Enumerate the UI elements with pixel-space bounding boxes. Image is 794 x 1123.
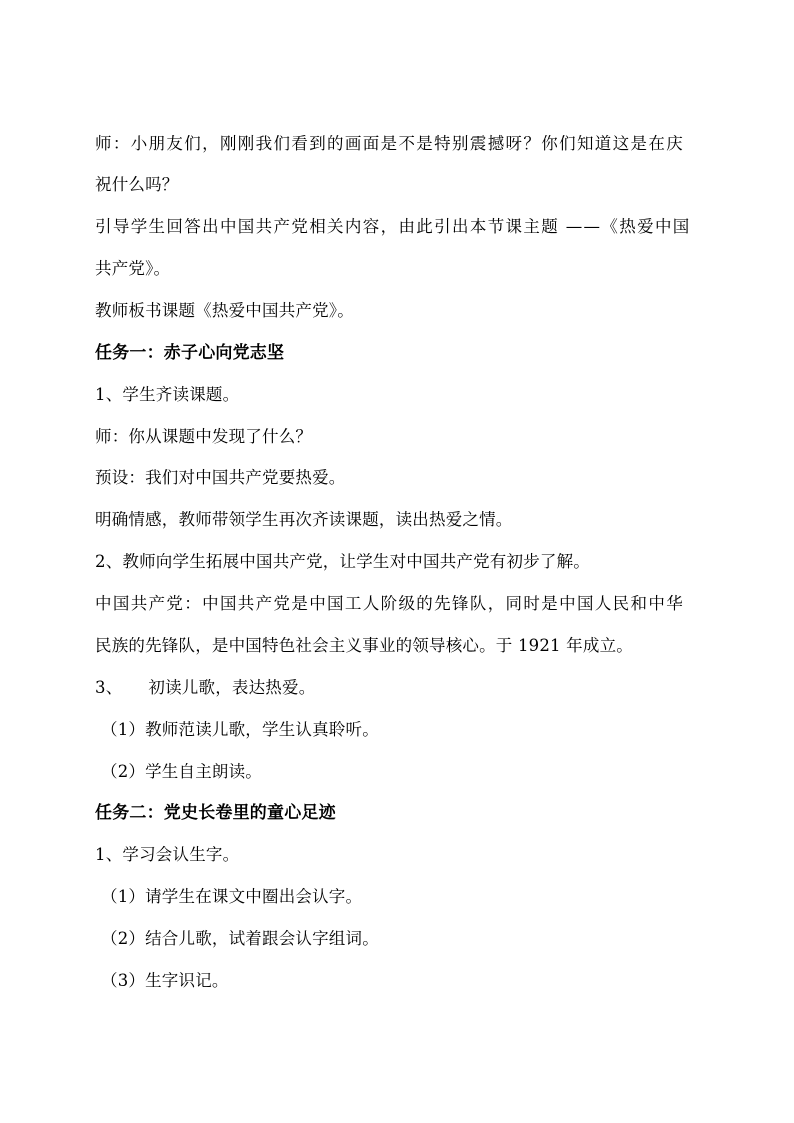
paragraph-party-definition-cont: 民族的先锋队，是中国特色社会主义事业的领导核心。于 1921 年成立。 [95,636,633,655]
dialogue-line-teacher-question-cont: 祝什么吗？ [95,175,179,194]
substep-1-3: （3）生字识记。 [101,971,229,990]
step-2-expand-party: 2、教师向学生拓展中国共产党，让学生对中国共产党有初步了解。 [95,552,590,571]
paragraph-board-title: 教师板书课题《热爱中国共产党》。 [95,301,354,320]
substep-3-2: （2）学生自主朗读。 [101,762,262,781]
step-3-first-read [95,677,315,699]
step-3-text: 初读儿歌，表达热爱。 [148,678,316,697]
paragraph-clarify-emotion: 明确情感，教师带领学生再次齐读课题，读出热爱之情。 [95,510,513,529]
paragraph-guide-students: 引导学生回答出中国共产党相关内容，由此引出本节课主题 ——《热爱中国 [95,217,691,236]
paragraph-party-definition: 中国共产党：中国共产党是中国工人阶级的先锋队，同时是中国人民和中华 [95,594,685,613]
paragraph-guide-students-cont: 共产党》。 [95,259,171,278]
dialogue-line-teacher-question: 师：小朋友们，刚刚我们看到的画面是不是特别震撼呀？你们知道这是在庆 [95,134,685,153]
step-1-read-title: 1、学生齐读课题。 [95,385,240,404]
substep-3-1: （1）教师范读儿歌，学生认真聆听。 [101,720,379,739]
substep-1-2: （2）结合儿歌，试着跟会认字组词。 [101,929,379,948]
dialogue-line-teacher-ask: 师：你从课题中发现了什么？ [95,427,313,446]
substep-1-1: （1）请学生在课文中圈出会认字。 [101,887,363,906]
paragraph-preset-answer: 预设：我们对中国共产党要热爱。 [95,468,346,487]
step-3-number: 3、 [95,678,123,697]
section-heading-task-two: 任务二：党史长卷里的童心足迹 [95,803,336,823]
section-heading-task-one: 任务一：赤子心向党志坚 [95,343,285,363]
step-1-learn-characters: 1、学习会认生字。 [95,845,240,864]
